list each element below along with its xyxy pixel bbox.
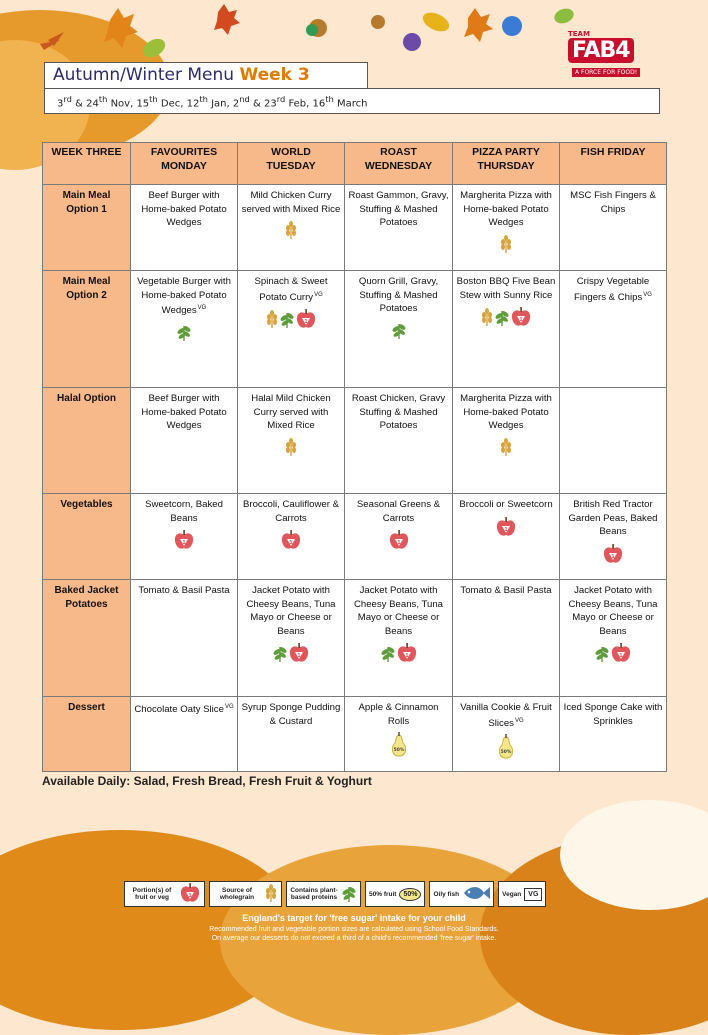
leaf-icon [341, 883, 357, 905]
dish-name: Syrup Sponge Pudding & Custard [241, 702, 341, 727]
dish-name: Roast Chicken, Gravy Stuffing & Mashed Potatoes [351, 393, 446, 431]
dates-box [44, 88, 660, 114]
dish-text [456, 498, 556, 512]
dish-name: Tomato & Basil Pasta [460, 585, 552, 596]
dish-name: MSC Fish Fingers & Chips [570, 190, 656, 215]
legend-badge: 50% [399, 888, 421, 901]
menu-cell [238, 271, 345, 388]
vegan-marker: VG [514, 717, 524, 724]
leaf-icon [494, 307, 510, 332]
dietary-icons [348, 318, 449, 347]
dish-text [241, 498, 341, 525]
svg-text:1: 1 [297, 653, 301, 659]
dietary-icons [456, 732, 556, 767]
wheat-icon [284, 220, 298, 245]
footer-heading: England's target for 'free sugar' intake for your child [242, 913, 466, 923]
legend-label: Oily fish [433, 890, 460, 898]
table-row [43, 185, 667, 271]
dish-text [456, 275, 556, 302]
dish-text [241, 701, 341, 728]
menu-cell [453, 494, 560, 580]
dish-name: Apple & Cinnamon Rolls [358, 702, 439, 727]
dish-name: Jacket Potato with Cheesy Beans, Tuna Mayo or Cheese or Beans [568, 585, 658, 637]
svg-text:50%: 50% [393, 748, 404, 753]
menu-cell [560, 580, 667, 697]
dish-text [456, 189, 556, 230]
dish-name: Sweetcorn, Baked Beans [145, 499, 223, 524]
dish-text [456, 392, 556, 433]
dietary-icons [563, 541, 663, 572]
column-header-4 [453, 143, 560, 185]
dish-text [134, 584, 234, 598]
dish-text [241, 189, 341, 216]
title-prefix: Autumn/Winter Menu [53, 65, 235, 85]
vegan-marker: VG [197, 305, 207, 311]
menu-cell [453, 271, 560, 388]
column-header-title: FISH FRIDAY [580, 146, 646, 158]
menu-cell [345, 271, 453, 388]
table-row [43, 271, 667, 388]
dish-name: Boston BBQ Five Bean Stew with Sunny Rice [456, 276, 556, 301]
vegan-marker: VG [314, 291, 323, 298]
apple-icon [173, 529, 195, 556]
row-label: Dessert [43, 697, 131, 772]
dish-name: Iced Sponge Cake with Sprinkles [563, 702, 663, 727]
pear-icon [497, 734, 515, 765]
logo-tagline: A FORCE FOR FOOD! [572, 68, 640, 77]
menu-cell [453, 185, 560, 271]
dish-name: Vanilla Cookie & Fruit Slices [460, 702, 552, 729]
leaf-icon [279, 309, 295, 334]
column-header-day: WEDNESDAY [364, 159, 433, 172]
menu-cell [453, 697, 560, 772]
dish-name: Beef Burger with Home-baked Potato Wedges [141, 393, 227, 431]
menu-cell [453, 580, 560, 697]
wheat-icon [265, 309, 279, 334]
dietary-icons [241, 306, 341, 337]
fish-icon [462, 885, 490, 903]
svg-text:1: 1 [611, 553, 615, 560]
svg-text:1: 1 [396, 540, 401, 546]
dish-text [348, 275, 449, 316]
logo-name: FAB4 [568, 38, 634, 63]
dish-name: Broccoli or Sweetcorn [459, 499, 553, 510]
menu-cell [131, 494, 238, 580]
menu-cell [560, 388, 667, 494]
dish-text [241, 275, 341, 304]
dish-name: Beef Burger with Home-baked Potato Wedges [141, 190, 227, 228]
available-daily: Available Daily: Salad, Fresh Bread, Fresh Fruit & Yoghurt [42, 774, 372, 788]
legend-label: Source of wholegrain [219, 887, 255, 901]
dish-name: Tomato & Basil Pasta [138, 585, 230, 596]
dietary-icons [563, 640, 663, 671]
menu-cell [238, 697, 345, 772]
apple-icon [602, 543, 624, 570]
menu-cell [238, 388, 345, 494]
menu-cell [131, 388, 238, 494]
column-header-1 [131, 143, 238, 185]
dish-text [456, 701, 556, 730]
menu-cell [560, 697, 667, 772]
legend-item [209, 881, 282, 907]
dish-name: British Red Tractor Garden Peas, Baked Beans [568, 499, 658, 537]
dish-text [348, 189, 449, 230]
dish-text [456, 584, 556, 598]
menu-cell [131, 185, 238, 271]
dietary-icons [456, 232, 556, 261]
menu-cell [560, 271, 667, 388]
apple-icon [510, 306, 532, 333]
logo-team-text: TEAM [568, 30, 590, 38]
dish-name: Margherita Pizza with Home-baked Potato Wedges [460, 393, 552, 431]
menu-dates: 3rd & 24th Nov, 15th Dec, 12th Jan, 2nd & 23rd Feb, 16th March [57, 94, 368, 110]
menu-cell [238, 185, 345, 271]
dish-text [563, 189, 663, 216]
row-label: Main Meal Option 2 [43, 271, 131, 388]
column-header-2 [238, 143, 345, 185]
dish-name: Crispy Vegetable Fingers & Chips [574, 276, 650, 303]
dietary-icons [456, 514, 556, 545]
dish-name: Roast Gammon, Gravy, Stuffing & Mashed Potatoes [348, 190, 449, 228]
row-label: Main Meal Option 1 [43, 185, 131, 271]
vegan-marker: VG [224, 704, 234, 710]
menu-cell [131, 271, 238, 388]
dietary-icons [241, 435, 341, 464]
dish-name: Vegetable Burger with Home-baked Potato Wedges [137, 276, 231, 317]
legend-item [124, 881, 205, 907]
column-header-0 [43, 143, 131, 185]
dish-text [563, 498, 663, 539]
dish-text [241, 584, 341, 638]
dish-text [348, 701, 449, 728]
dish-text [134, 701, 234, 717]
dish-name: Halal Mild Chicken Curry served with Mixed Rice [251, 393, 331, 431]
menu-cell [560, 494, 667, 580]
menu-cell [345, 388, 453, 494]
footer-notes [0, 925, 708, 943]
team-fab4-logo [562, 30, 666, 82]
leaf-icon [594, 643, 610, 668]
leaf-icon [380, 643, 396, 668]
wheat-icon [264, 883, 278, 905]
column-header-day: MONDAY [161, 159, 207, 172]
menu-cell [345, 494, 453, 580]
svg-text:1: 1 [304, 319, 308, 326]
apple-icon [288, 642, 310, 669]
footer-note-1: Recommended fruit and vegetable portion sizes are calculated using School Food Standards. [209, 926, 499, 933]
dietary-icons [348, 527, 449, 558]
leaf-icon [391, 320, 407, 345]
dish-name: Seasonal Greens & Carrots [356, 499, 441, 524]
column-header-title: FAVOURITES [150, 146, 218, 158]
column-header-day: TUESDAY [266, 159, 316, 172]
menu-cell [560, 185, 667, 271]
dish-text [134, 498, 234, 525]
title-week: Week 3 [239, 65, 310, 85]
dish-text [134, 392, 234, 433]
icon-legend [124, 881, 546, 907]
column-header-3 [345, 143, 453, 185]
apple-icon [295, 308, 317, 335]
footer-note-2: On average our desserts do not exceed a third of a child's recommended 'free sugar' intake. [211, 935, 497, 942]
menu-cell [345, 580, 453, 697]
menu-cell [238, 580, 345, 697]
table-row [43, 494, 667, 580]
dish-name: Broccoli, Cauliflower & Carrots [243, 499, 339, 524]
dish-text [563, 701, 663, 728]
legend-label: Contains plant-based proteins [290, 887, 338, 901]
row-label: Vegetables [43, 494, 131, 580]
dish-name: Quorn Grill, Gravy, Stuffing & Mashed Potatoes [358, 276, 439, 314]
dietary-icons [241, 640, 341, 671]
legend-item [286, 881, 361, 907]
svg-text:50%: 50% [500, 750, 512, 756]
dish-name: Margherita Pizza with Home-baked Potato Wedges [460, 190, 552, 228]
column-header-title: ROAST [380, 146, 417, 158]
dish-name: Jacket Potato with Cheesy Beans, Tuna Mayo or Cheese or Beans [246, 585, 336, 637]
table-row [43, 697, 667, 772]
dish-text [348, 392, 449, 433]
svg-text:1: 1 [519, 317, 523, 323]
dish-name: Jacket Potato with Cheesy Beans, Tuna Mayo or Cheese or Beans [353, 585, 444, 637]
apple-icon [280, 529, 302, 556]
menu-cell [345, 697, 453, 772]
row-label: Halal Option [43, 388, 131, 494]
dietary-icons [348, 640, 449, 671]
page-title [53, 65, 310, 85]
dietary-icons [134, 320, 234, 349]
table-header-row [43, 143, 667, 185]
table-row [43, 580, 667, 697]
legend-label: 50% fruit [369, 890, 397, 898]
apple-icon [179, 882, 201, 906]
dish-text [563, 584, 663, 638]
dietary-icons [241, 527, 341, 558]
dietary-icons [456, 304, 556, 335]
legend-label: Portion(s) of fruit or veg [132, 887, 172, 901]
pear-icon [390, 732, 408, 763]
legend-item [498, 881, 546, 907]
column-header-day: THURSDAY [477, 159, 535, 172]
wheat-icon [480, 307, 494, 332]
svg-text:1: 1 [188, 893, 192, 899]
column-header-title: PIZZA PARTY [472, 146, 540, 158]
dish-name: Chocolate Oaty Slice [134, 704, 224, 716]
dietary-icons [348, 730, 449, 765]
dietary-icons [134, 527, 234, 558]
wheat-icon [284, 437, 298, 462]
svg-text:1: 1 [289, 540, 293, 546]
dish-text [563, 275, 663, 304]
dish-text [134, 275, 234, 318]
menu-cell [453, 388, 560, 494]
apple-icon [396, 642, 418, 669]
menu-cell [345, 185, 453, 271]
dish-name: Spinach & Sweet Potato Curry [254, 276, 328, 303]
dish-name: Mild Chicken Curry served with Mixed Rice [241, 190, 341, 215]
wheat-icon [499, 234, 513, 259]
dietary-icons [241, 218, 341, 247]
vegan-marker: VG [643, 291, 652, 298]
wheat-icon [499, 437, 513, 462]
apple-icon [610, 642, 632, 669]
legend-label: Vegan [502, 890, 522, 898]
svg-text:1: 1 [182, 540, 186, 546]
column-header-5 [560, 143, 667, 185]
apple-icon [495, 516, 517, 543]
legend-badge: VG [524, 888, 542, 901]
svg-text:1: 1 [619, 653, 623, 659]
dish-text [348, 584, 449, 638]
legend-item [429, 881, 494, 907]
leaf-icon [272, 643, 288, 668]
menu-cell [238, 494, 345, 580]
row-label: Baked Jacket Potatoes [43, 580, 131, 697]
svg-text:1: 1 [504, 526, 508, 533]
dish-text [134, 189, 234, 230]
table-row [43, 388, 667, 494]
legend-item [365, 881, 425, 907]
menu-cell [131, 580, 238, 697]
leaf-icon [176, 322, 192, 347]
menu-cell [131, 697, 238, 772]
column-header-title: WORLD [271, 146, 311, 158]
dish-text [241, 392, 341, 433]
column-header-title: WEEK THREE [51, 146, 122, 158]
dietary-icons [456, 435, 556, 464]
apple-icon [388, 529, 410, 556]
menu-table [42, 142, 667, 772]
dish-text [348, 498, 449, 525]
svg-text:1: 1 [404, 653, 409, 659]
